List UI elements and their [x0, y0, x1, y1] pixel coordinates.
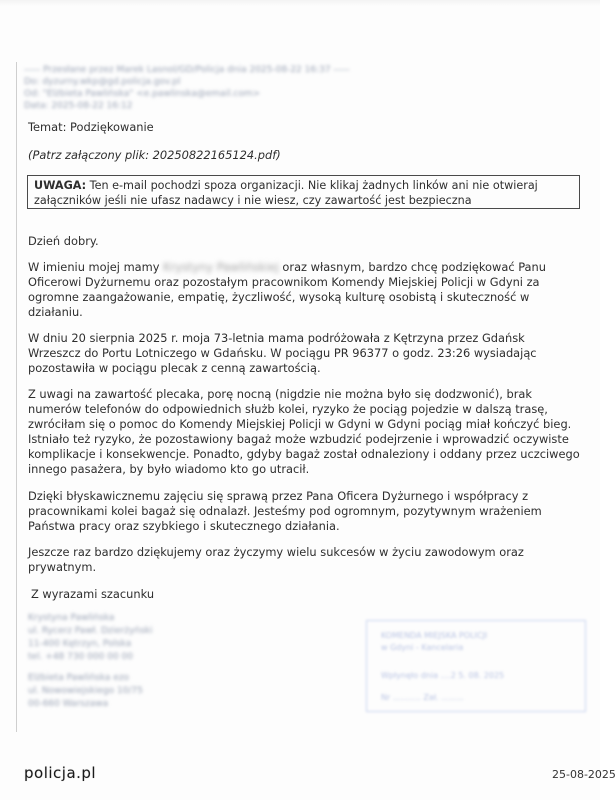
email-header-blurred: [24, 64, 444, 112]
signature-line: tel. +48 730 000 00 00: [28, 652, 133, 662]
paragraph-thanks-start: W imieniu mojej mamy: [28, 260, 164, 274]
scan-edge: [0, 0, 600, 6]
signature-line: ul. Rycerz Pawł. Dzierżyński: [28, 626, 153, 636]
policja-logo: policja.pl: [24, 764, 97, 782]
signature-spacer: [28, 664, 218, 672]
stamp-line: w Gdyni - Kancelaria: [381, 643, 464, 652]
warning-label: UWAGA:: [34, 179, 87, 192]
signature-line: Krystyna Pawlińska: [28, 613, 115, 623]
signature-blurred: [28, 612, 218, 711]
paragraph-closing-thanks: Jeszcze raz bardzo dziękujemy oraz życzymy wielu sukcesów w życiu zawodowym oraz prywatnym.: [28, 545, 524, 574]
closing-phrase: Z wyrazami szacunku: [31, 587, 155, 601]
signature-line: ul. Nowowiejskiego 10/75: [28, 686, 143, 696]
warning-text: Ten e-mail pochodzi spoza organizacji. Nie klikaj żadnych linków ani nie otwieraj załączników jeśli nie ufasz nadawcy i nie wiesz, czy zawartość jest bezpieczna: [34, 179, 538, 207]
stamp-line: Wpłynęło dnia ....2 5. 08. 2025: [381, 671, 505, 680]
from-line: Od: "Elżbieta Pawlińska" <e.pawlinska@email.com>: [24, 89, 261, 99]
paragraph-thanks-end: oraz własnym, bardzo chcę podziękować Panu Oficerowi Dyżurnemu oraz pozostałym pracownikom Komendy Miejskiej Policji w Gdyni za ogromne zaangażowanie, empatię, życzliwość, wysoką kulturę osobistą i skuteczność w działaniu.: [28, 260, 546, 319]
greeting: Dzień dobry.: [28, 234, 99, 248]
paragraph-thanks: [28, 260, 580, 320]
received-stamp: [366, 620, 586, 712]
left-margin-line: [16, 62, 17, 732]
signature-line: Elżbieta Pawlińska ezo: [28, 673, 130, 683]
signature-line: 00-660 Warszawa: [28, 699, 109, 709]
paragraph-travel: W dniu 20 sierpnia 2025 r. moja 73-letnia mama podróżowała z Kętrzyna przez Gdańsk Wrzeszcz do Portu Lotniczego w Gdańsku. W pociągu PR 96377 o godz. 23:26 wysiadając pozostawiła w pociągu plecak z cenną zawartością.: [28, 331, 537, 375]
external-email-warning: [27, 175, 580, 209]
stamp-line: KOMENDA MIEJSKA POLICJI: [381, 631, 488, 640]
date-line: Data: 2025-08-22 16:12: [24, 101, 133, 111]
stamp-line: Nr ........... Zał. .........: [381, 693, 464, 702]
forwarded-line: ----- Przesłane przez Marek Lasnol/GD/Policja dnia 2025-08-22 16:37 -----: [24, 65, 350, 75]
email-subject: Temat: Podziękowanie: [28, 120, 154, 134]
signature-line: 11-400 Kętrzyn, Polska: [28, 639, 132, 649]
attachment-note: (Patrz załączony plik: 20250822165124.pdf): [28, 148, 281, 162]
paragraph-outcome: Dzięki błyskawicznemu zajęciu się sprawą przez Pana Oficera Dyżurnego i współpracy z pracownikami kolei bagaż się odnalazł. Jesteśmy pod ogromnym, pozytywnym wrażeniem Państwa pracy oraz szybkiego i skutecznego działania.: [28, 489, 542, 533]
to-line: Do: dyzurny.wkp@gd.policja.gov.pl: [24, 77, 181, 87]
redacted-name: Krystyny Pawlińskiej: [163, 260, 279, 274]
paragraph-circumstances: Z uwagi na zawartość plecaka, porę nocną (nigdzie nie można było się dodzwonić), brak numerów telefonów do odpowiednich służb kolei, ryzyko że pociąg pojedzie w dalszą trasę, zwróciłam się o pomoc do Komendy Miejskiej Policji w Gdyni w Gdyni pociąg miał kończyć bieg. Istniało też ryzyko, że pozostawiony bagaż może wzbudzić podejrzenie i wprowadzić oczywiste komplikacje i konsekwencje. Ponadto, gdyby bagaż został odnaleziony i oddany przez uczciwego innego pasażera, by było wiadomo kto go utracił.: [28, 387, 580, 476]
footer-date: 25-08-2025: [552, 768, 616, 781]
